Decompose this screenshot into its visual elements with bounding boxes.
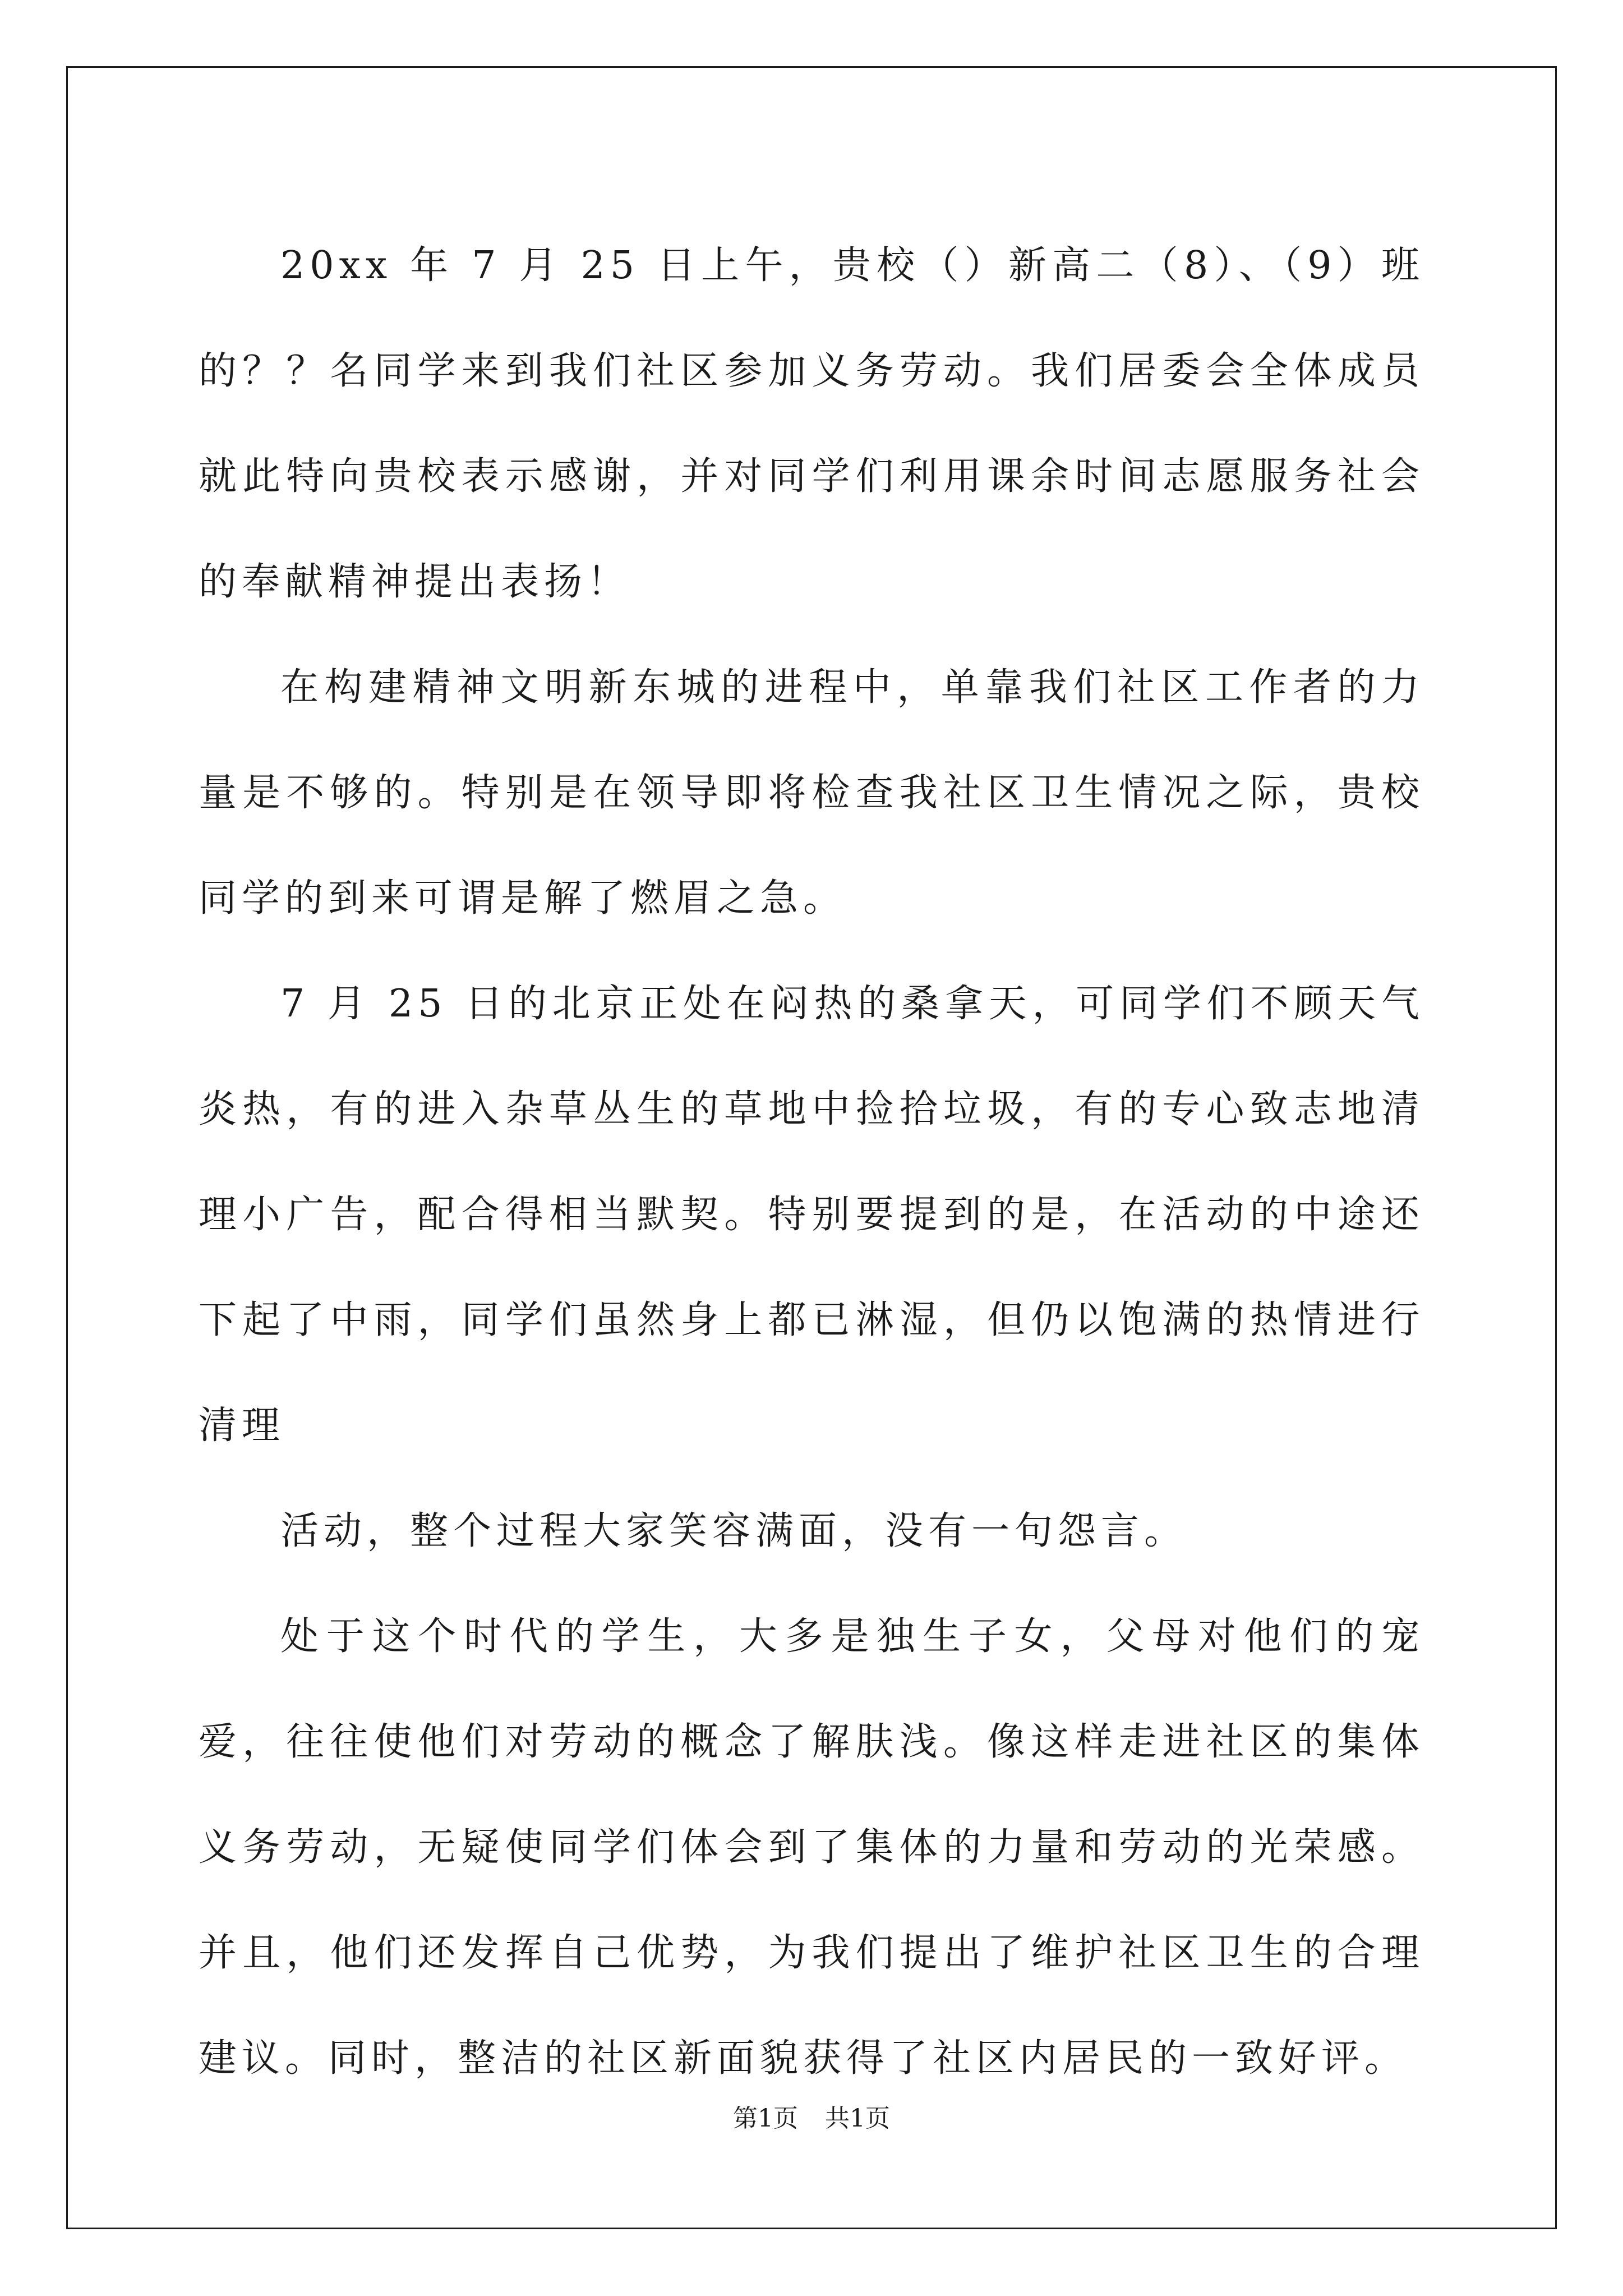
document-body (199, 213, 1424, 2111)
paragraph-3: 7 月 25 日的北京正处在闷热的桑拿天，可同学们不顾天气炎热，有的进入杂草丛生的草地中捡拾垃圾，有的专心致志地清理小广告，配合得相当默契。特别要提到的是，在活动的中途还下起了中雨，同学们虽然身上都已淋湿，但仍以饱满的热情进行清理 (199, 982, 1424, 1448)
paragraph-2: 在构建精神文明新东城的进程中，单靠我们社区工作者的力量是不够的。特别是在领导即将检查我社区卫生情况之际，贵校同学的到来可谓是解了燃眉之急。 (199, 665, 1424, 921)
page-total: 共1页 (825, 2104, 890, 2133)
page-current: 第1页 (733, 2104, 798, 2133)
paragraph-1: 20xx 年 7 月 25 日上午，贵校（）新高二（8）、（9）班的？？名同学来到我们社区参加义务劳动。我们居委会全体成员就此特向贵校表示感谢，并对同学们利用课余时间志愿服务社会的奉献精神提出表扬！ (199, 243, 1424, 604)
paragraph-4: 活动，整个过程大家笑容满面，没有一句怨言。 (280, 1509, 1188, 1553)
paragraph-5: 处于这个时代的学生，大多是独生子女，父母对他们的宠爱，往往使他们对劳动的概念了解肤浅。像这样走进社区的集体义务劳动，无疑使同学们体会到了集体的力量和劳动的光荣感。并且，他们还发挥自己优势，为我们提出了维护社区卫生的合理建议。同时，整洁的社区新面貌获得了社区内居民的一致好评。 (199, 1614, 1424, 2081)
page-footer (0, 2098, 1623, 2134)
